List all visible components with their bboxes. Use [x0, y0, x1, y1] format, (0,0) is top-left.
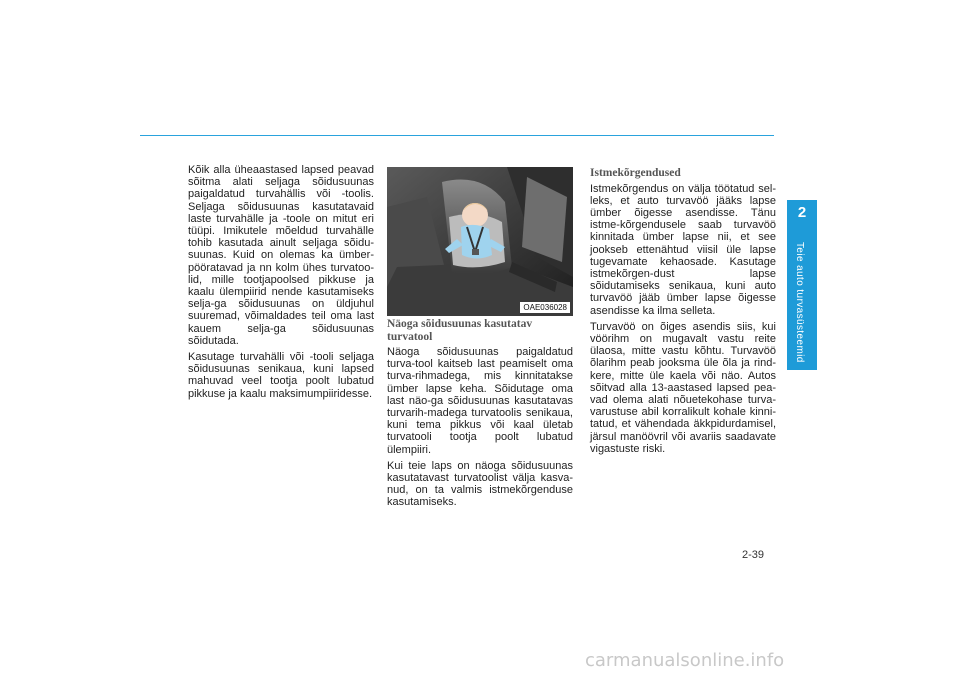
chapter-title: Teie auto turvasüsteemid	[794, 242, 805, 363]
paragraph: Turvavöö on õiges asendis siis, kui vöörihm on mugavalt vastu reite ülaosa, mitte vastu kõhtu. Turvavöö õlarihm peab jooksma üle õla ja rind-kere, mitte üle kaela või näo. Autos sõitvad alla 13-aastased lapsed pea-vad olema alati nõuetekohase turva-varustuse abil korralikult kohale kinni-tatud, et vähendada äkkpidurdamisel, järsul manöövril või avariis saadavate vigastuste riski.	[590, 320, 776, 455]
paragraph: Kõik alla üheaastased lapsed peavad sõitma alati seljaga sõidusuunas paigaldatud turvahällis või -toolis. Seljaga sõidusuunas kasutatavaid laste turvahälle ja -toole on mitut eri tüüpi. Imikutele mõeldud turvahälle tohib kasutada ainult seljaga sõidu-suunas. Kuid on olemas ka ümber-pööratavad ja nn kolm ühes turvatoo-lid, mille tootjapoolsed pikkuse ja kaalu ülempiirid nende kasutamiseks selja-ga sõidusuunas on üldjuhul suuremad, võimaldades teil oma last kauem selja-ga sõidusuunas sõidutada.	[188, 164, 374, 347]
child-seat-illustration	[387, 167, 573, 316]
column-1	[188, 164, 374, 404]
watermark-text: carmanualsonline.info	[585, 650, 785, 671]
column-3	[590, 164, 776, 459]
section-heading: Istmekõrgendused	[590, 167, 681, 179]
paragraph: Kasutage turvahälli või -tooli seljaga sõidusuunas senikaua, kuni lapsed mahuvad veel tootja poolt lubatud pikkuse ja kaalu maksimumpiiridesse.	[188, 351, 374, 400]
paragraph: Istmekõrgendus on välja töötatud sel-leks, et auto turvavöö jääks lapse ümber õigesse asendisse. Tänu istme-kõrgendusele saab turvavöö kinnitada ümber lapse nii, et see jookseb ettenähtud viisil üle lapse tugevamate kehaosade. Kasutage istmekõrgen-dust lapse sõidutamiseks senikaua, kuni auto turvavöö jääb ümber lapse õigesse asendisse ka ilma selleta.	[590, 182, 776, 317]
top-divider	[140, 135, 774, 136]
chapter-number: 2	[797, 204, 807, 221]
chapter-tab	[787, 200, 817, 370]
page-number: 2-39	[742, 549, 765, 561]
paragraph: Näoga sõidusuunas paigaldatud turva-tool kaitseb last peamiselt oma turva-rihmadega, mis kinnitatakse ümber lapse keha. Sõidutage oma last näo-ga sõidusuunas kasutatavas turvarih-madega turvatoolis senikaua, kuni tema pikkus või kaal ületab turvatooli tootja poolt lubatud ülempiiri.	[387, 346, 573, 456]
figure-code: OAE036028	[520, 302, 570, 313]
paragraph: Kui teie laps on näoga sõidusuunas kasutatavast turvatoolist välja kasva-nud, on ta valmis istmekõrgenduse kasutamiseks.	[387, 459, 573, 509]
column-2	[387, 318, 573, 513]
car-seat-drawing	[387, 167, 573, 316]
section-heading: Näoga sõidusuunas kasutatav turvatool	[387, 318, 533, 343]
